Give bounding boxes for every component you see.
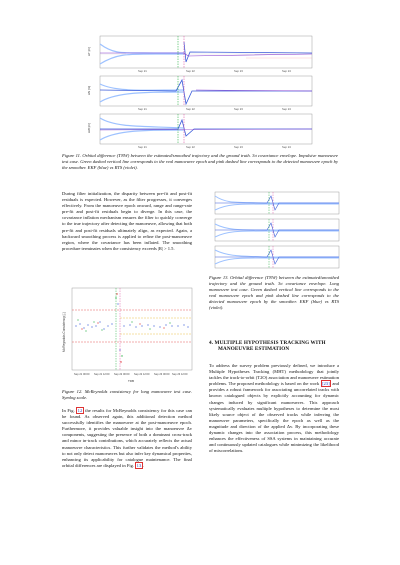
fig11-xtick: Sep 22 <box>186 107 195 111</box>
fig11-xtick: Sep 23 <box>234 107 243 111</box>
fig12-xtick: Sep 23 12:00 <box>172 373 188 376</box>
fig12-points-red <box>81 293 164 362</box>
fig12-xtick: Sep 22 00:00 <box>114 373 130 376</box>
figure-12-link[interactable]: 12 <box>77 408 83 413</box>
fig12-points-green <box>77 297 170 356</box>
left-paragraph-2: In Fig. 12 the results for McReynolds consistency for this case can be found. As observed again, this additional detection method successfully identifies the manoeuvre at the post-manoeuvre epoch. Furthermore, it provides valuable insight into the manoeuvre Δv components, suggesting the presence of both a dominant cross-track and minor in-track contributions, which accurately reflects the actual manoeuvre characteristics. This further validates the method's ability to not only detect manoeuvres but also infer key dynamical properties, enhancing its applicability for catalogue maintenance. The final orbital differences are displayed in Fig. 13. <box>62 408 192 468</box>
fig11-xtick: Sep 21 <box>138 107 147 111</box>
figure-11-caption: Figure 11. Orbital difference (TNW) between the estimated/smoothed trajectory and the ground truth. 3σ covariance envelope. Impulsive manoeuvre test case. Green dashed vertical line corresponds to the real manoeuvre epoch and pink dashed line corresponds to the detected manoeuvre epoch by the smoother. EKF (blue) vs RTS (violet). <box>62 153 338 171</box>
right-paragraph: To address the survey problem previously defined, we introduce a Multiple Hypotheses Tracking (MHT) methodology that jointly tackles the track-to-orbit (T2O) association and manoeuvre estimation problems. The proposed methodology is based on the work [23] and provides a robust framework for associating uncorrelated tracks with known catalogued objects by explicitly accounting for dynamic changes induced by significant manoeuvres. This approach systematically evaluates multiple hypotheses to determine the most likely source object of the observed tracks while inferring the manoeuvre parameters, specifically the epoch as well as the magnitude and direction of the applied Δv. By incorporating these dynamic changes into the association process, this methodology enhances the effectiveness of SSA systems in maintaining accurate and continuously updated catalogues while minimizing the likelihood of miscorrelations. <box>209 363 339 454</box>
fig11-panel-n <box>87 76 312 111</box>
figure-13 <box>207 190 341 272</box>
figure-11 <box>86 32 314 150</box>
fig13-panel-t <box>215 192 339 214</box>
fig11-xtick: Sep 24 <box>282 69 291 73</box>
fig11-xtick: Sep 22 <box>186 145 195 149</box>
fig13-panel-n <box>215 219 339 241</box>
fig11-xtick: Sep 24 <box>282 145 291 149</box>
fig13-panel-w <box>215 246 339 268</box>
left-paragraph-1: During filter initialization, the disparity between pre-fit and post-fit residuals is expected. However, as the filter progresses, it converges effectively. From the manoeuvre epoch onward, range and range-rate pre-fit and post-fit residuals begin to diverge. In this case, the covariance inflation mechanism ensures the filter to quickly converge to the true trajectory after detecting the manoeuvre, allowing that both pre-fit and post-fit residuals ultimately align, as expected. Again, a backward smoothing process is applied to refine the post-manoeuvre region, where the covariance has been inflated. The smoothing procedure terminates when the consistency exceeds |R| > 1.5. <box>62 191 192 251</box>
fig12-xtick: Sep 23 00:00 <box>154 373 170 376</box>
section-4-heading: 4. MULTIPLE HYPOTHESIS TRACKING WITH MANOEUVRE ESTIMATION <box>209 340 326 353</box>
fig11-xtick: Sep 21 <box>138 69 147 73</box>
reference-23-link[interactable]: [23] <box>321 381 330 387</box>
fig11-ylabel-w: ΔW [m] <box>87 123 91 133</box>
fig11-ylabel-n: ΔN [m] <box>87 85 91 95</box>
figure-13-link[interactable]: 13 <box>136 462 142 468</box>
fig11-xtick: Sep 23 <box>234 69 243 73</box>
fig11-xtick: Sep 24 <box>282 107 291 111</box>
fig11-panel-t <box>87 36 312 73</box>
fig12-xtick: Sep 21 00:00 <box>74 373 90 376</box>
fig12-xlabel: TDB <box>128 379 134 383</box>
figure-12 <box>60 284 194 386</box>
figure-11-plots <box>86 32 314 150</box>
fig11-xtick: Sep 22 <box>186 69 195 73</box>
fig12-ylabel: McReynolds Consistency [-] <box>62 312 66 352</box>
fig11-xtick: Sep 21 <box>138 145 147 149</box>
fig11-xtick: Sep 23 <box>234 145 243 149</box>
figure-12-caption: Figure 12. McReynolds consistency for long manoeuvre test case. Symlog scale. <box>62 389 192 401</box>
fig12-xtick: Sep 22 12:00 <box>134 373 150 376</box>
figure-12-plot <box>60 284 194 386</box>
fig12-points <box>75 303 188 350</box>
figure-13-plots <box>207 190 341 272</box>
fig12-xtick: Sep 21 12:00 <box>94 373 110 376</box>
figure-13-caption: Figure 13. Orbital difference (TNW) between the estimated/smoothed trajectory and the ground truth. 3σ covariance envelope. Long manoeuvre test case. Green dashed vertical line corresponds to the real manoeuvre epoch and pink dashed line corresponds to the detected manoeuvre epoch by the smoother. EKF (blue) vs RTS (violet). <box>209 275 339 311</box>
fig11-ylabel-t: ΔT [m] <box>87 47 91 56</box>
fig11-panel-w <box>87 114 312 149</box>
